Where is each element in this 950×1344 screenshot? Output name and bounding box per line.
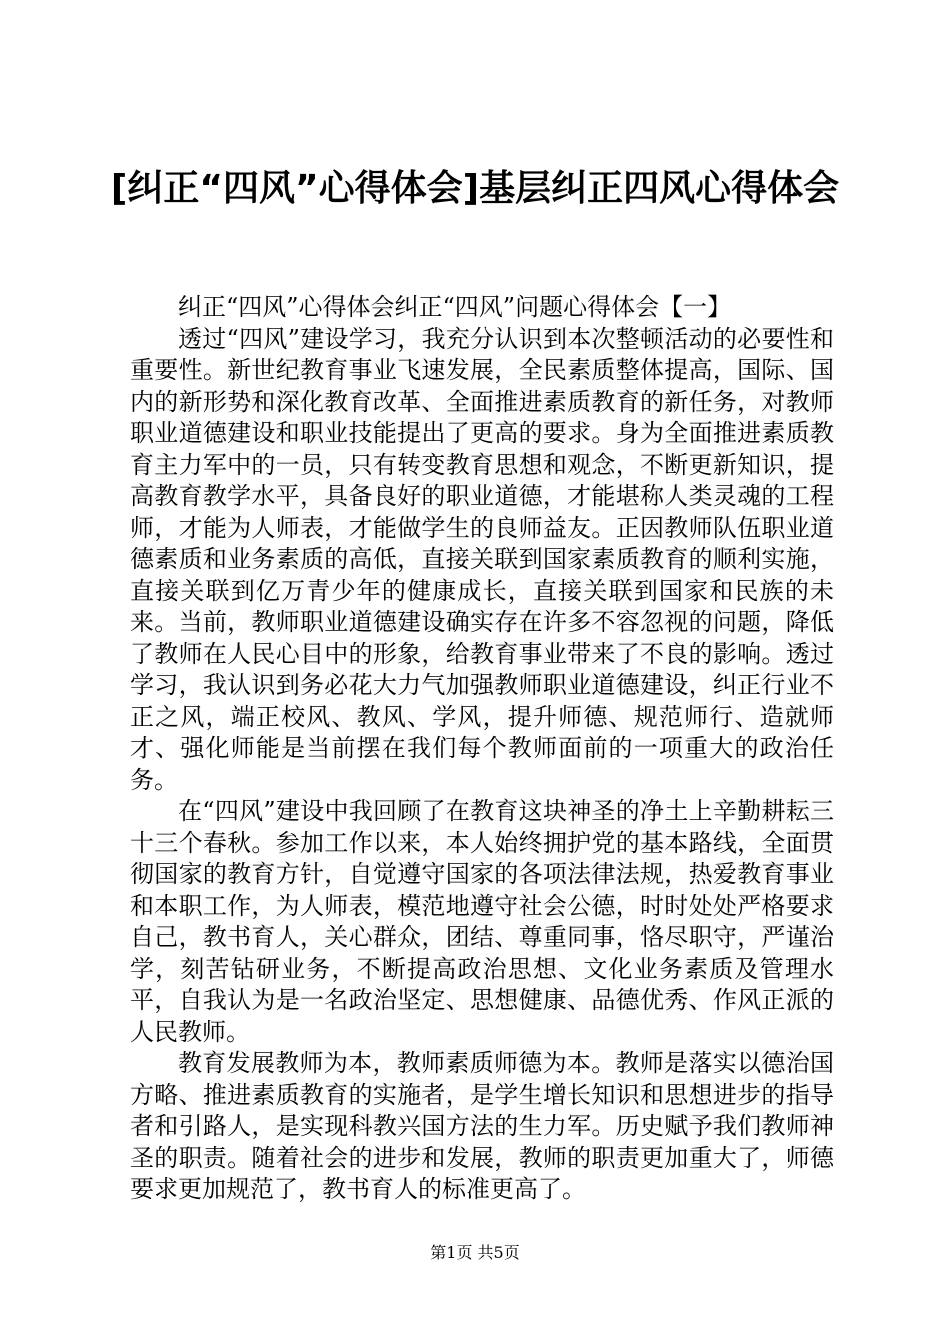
paragraph-heading: 纠正“四风”心得体会纠正“四风”问题心得体会【一】 [178,293,732,321]
document-body [130,292,834,1206]
paragraph: 透过“四风”建设学习，我充分认识到本次整顿活动的必要性和重要性。新世纪教育事业飞速发展，全民素质整体提高，国际、国内的新形势和深化教育改革、全面推进素质教育的新任务，对教师职业道德建设和职业技能提出了更高的要求。身为全面推进素质教育主力军中的一员，只有转变教育思想和观念，不断更新知识，提高教育教学水平，具备良好的职业道德，才能堪称人类灵魂的工程师，才能为人师表，才能做学生的良师益友。正因教师队伍职业道德素质和业务素质的高低，直接关联到国家素质教育的顺利实施，直接关联到亿万青少年的健康成长，直接关联到国家和民族的未来。当前，教师职业道德建设确实存在许多不容忽视的问题，降低了教师在人民心目中的形象，给教育事业带来了不良的影响。透过学习，我认识到务必花大力气加强教师职业道德建设，纠正行业不正之风，端正校风、教风、学风，提升师德、规范师行、造就师才、强化师能是当前摆在我们每个教师面前的一项重大的政治任务。 [130,324,834,794]
page-number-footer: 第1页 共5页 [430,1243,520,1262]
paragraph: 教育发展教师为本，教师素质师德为本。教师是落实以德治国方略、推进素质教育的实施者，是学生增长知识和思想进步的指导者和引路人，是实现科教兴国方法的生力军。历史赋予我们教师神圣的职责。随着社会的进步和发展，教师的职责更加重大了，师德要求更加规范了，教书育人的标准更高了。 [130,1049,834,1203]
document-title: [纠正“四风”心得体会]基层纠正四风心得体会 [110,168,840,209]
paragraph: 在“四风”建设中我回顾了在教育这块神圣的净土上辛勤耕耘三十三个春秋。参加工作以来，本人始终拥护党的基本路线，全面贯彻国家的教育方针，自觉遵守国家的各项法律法规，热爱教育事业和本职工作，为人师表，模范地遵守社会公德，时时处处严格要求自己，教书育人，关心群众，团结、尊重同事，恪尽职守，严谨治学，刻苦钻研业务，不断提高政治思想、文化业务素质及管理水平，自我认为是一名政治坚定、思想健康、品德优秀、作风正派的人民教师。 [130,797,834,1046]
